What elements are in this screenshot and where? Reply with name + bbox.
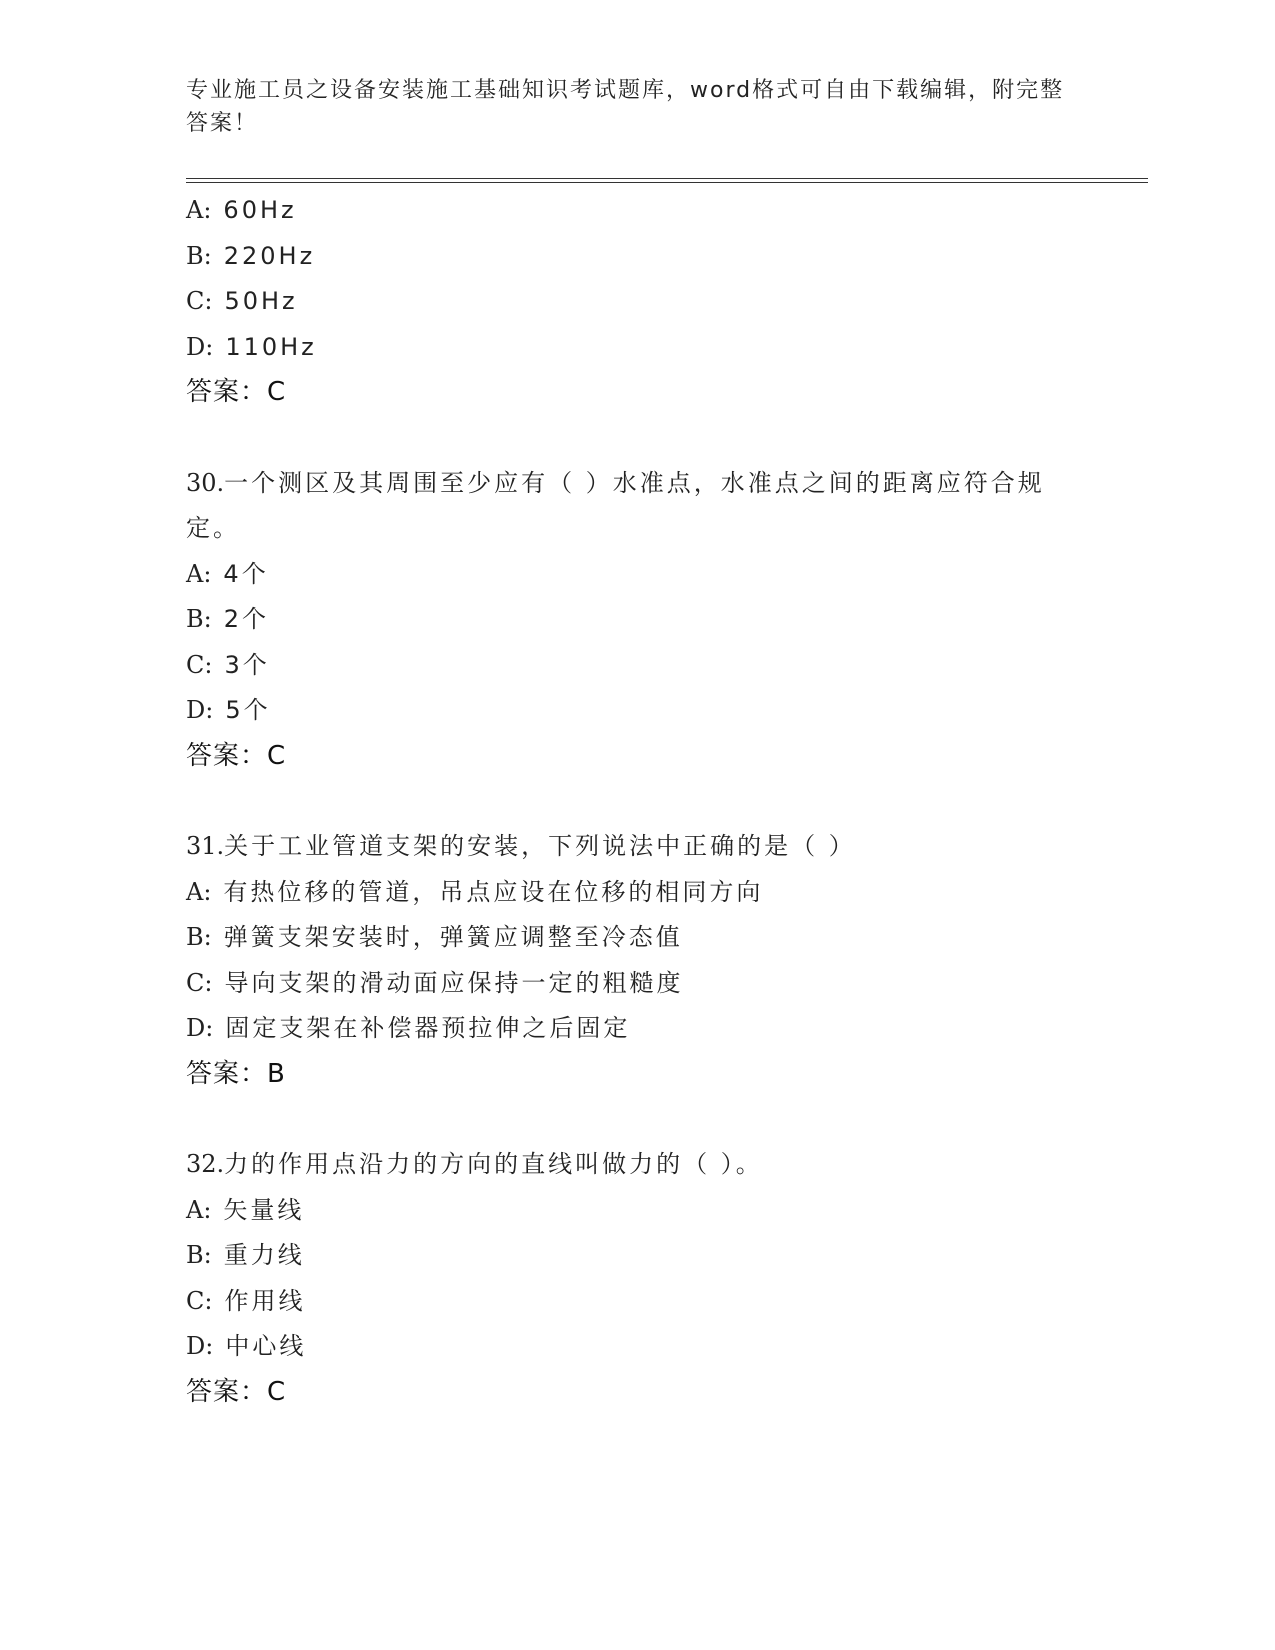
option-c: C: 3个 bbox=[186, 650, 270, 679]
option-d: D: 中心线 bbox=[186, 1332, 307, 1360]
question-block-30 bbox=[186, 461, 1086, 780]
question-number: 32. bbox=[186, 1150, 225, 1178]
document-header bbox=[186, 74, 1066, 140]
question-stem: 32.力的作用点沿力的方向的直线叫做力的（ ）。 bbox=[186, 1150, 763, 1178]
option-a: A: 有热位移的管道，吊点应设在位移的相同方向 bbox=[186, 877, 764, 906]
question-block-prev bbox=[186, 188, 1086, 416]
option-d: D: 110Hz bbox=[186, 332, 317, 361]
option-b: B: 2个 bbox=[186, 605, 270, 633]
option-a: A: 矢量线 bbox=[186, 1195, 305, 1224]
answer-line: 答案：C bbox=[186, 1376, 287, 1407]
option-b: B: 重力线 bbox=[186, 1241, 305, 1269]
question-stem: 30.一个测区及其周围至少应有（ ）水准点，水准点之间的距离应符合规定。 bbox=[186, 468, 1045, 542]
header-divider bbox=[186, 178, 1148, 183]
question-list bbox=[186, 188, 1086, 1415]
option-b: B: 弹簧支架安装时，弹簧应调整至冷态值 bbox=[186, 923, 683, 951]
answer-line: 答案：C bbox=[186, 740, 287, 771]
option-a: A: 4个 bbox=[186, 559, 269, 588]
option-d: D: 5个 bbox=[186, 696, 271, 724]
question-block-32 bbox=[186, 1142, 1086, 1415]
answer-line: 答案：C bbox=[186, 377, 287, 407]
question-number: 30. bbox=[186, 468, 225, 497]
answer-line: 答案：B bbox=[186, 1058, 286, 1089]
option-c: C: 50Hz bbox=[186, 287, 298, 315]
option-c: C: 作用线 bbox=[186, 1286, 306, 1315]
question-stem: 31.关于工业管道支架的安装，下列说法中正确的是（ ） bbox=[186, 832, 856, 860]
option-a: A: 60Hz bbox=[186, 196, 297, 224]
option-d: D: 固定支架在补偿器预拉伸之后固定 bbox=[186, 1014, 631, 1042]
option-c: C: 导向支架的滑动面应保持一定的粗糙度 bbox=[186, 968, 684, 997]
question-number: 31. bbox=[186, 832, 225, 860]
document-title: 专业施工员之设备安装施工基础知识考试题库，word格式可自由下载编辑，附完整答案！ bbox=[186, 78, 1065, 136]
question-block-31 bbox=[186, 824, 1086, 1097]
option-b: B: 220Hz bbox=[186, 241, 316, 270]
